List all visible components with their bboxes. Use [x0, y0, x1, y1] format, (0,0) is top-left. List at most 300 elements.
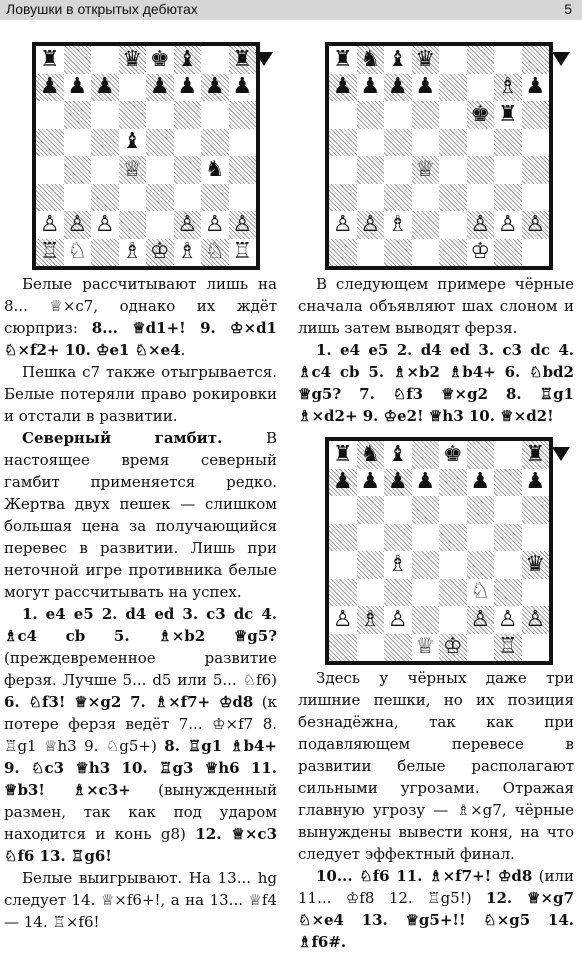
page-header [0, 0, 582, 20]
board-square [91, 211, 119, 239]
board-square [522, 496, 550, 524]
board-square [522, 239, 550, 267]
chess-piece-icon: ♟ [360, 74, 381, 100]
running-title: Ловушки в открытых дебютах [6, 1, 198, 17]
board-square [522, 551, 550, 579]
chess-piece-icon: ♕ [415, 634, 436, 660]
bold-text-run: 8. ♖g1 ♗b4+ 9. ♘c3 ♕h3 10. ♖g3 ♕h6 11. ♕b3! ♗×c3+ [4, 737, 277, 799]
board-square [522, 129, 550, 157]
board-square [412, 634, 440, 662]
text-run: (преждевременное развитие ферзя. Лучше 5... d5 или 5... ♘f6) [4, 649, 277, 689]
chess-piece-icon: ♞ [360, 441, 381, 467]
board-square [36, 101, 64, 129]
board-square [494, 184, 522, 212]
board-square [329, 524, 357, 552]
board-square [384, 74, 412, 102]
chess-piece-icon: ♙ [204, 211, 225, 237]
board-square [494, 156, 522, 184]
board-square [494, 239, 522, 267]
board-square [357, 184, 385, 212]
board-square [522, 74, 550, 102]
chess-piece-icon: ♗ [387, 211, 408, 237]
chess-piece-icon: ♝ [387, 46, 408, 72]
board-square [467, 74, 495, 102]
chess-piece-icon: ♜ [39, 46, 60, 72]
board-square [329, 46, 357, 74]
bold-text-run: 12. ♕×c3 ♘f6 13. ♖g6! [4, 825, 278, 865]
board-square [412, 579, 440, 607]
board-square [412, 156, 440, 184]
board-square [174, 74, 202, 102]
board-square [412, 74, 440, 102]
board-square [174, 101, 202, 129]
chess-piece-icon: ♙ [497, 606, 518, 632]
chess-piece-icon: ♝ [177, 46, 198, 72]
board-square [64, 239, 92, 267]
board-square [119, 101, 147, 129]
chess-piece-icon: ♘ [470, 579, 491, 605]
board-square [494, 551, 522, 579]
board-square [412, 606, 440, 634]
board-square [384, 469, 412, 497]
board-square [119, 184, 147, 212]
board-square [494, 211, 522, 239]
board-square [522, 634, 550, 662]
chess-piece-icon: ♟ [204, 74, 225, 100]
board-square [522, 579, 550, 607]
chess-piece-icon: ♞ [360, 46, 381, 72]
text-run: В следующем примере чёрные сначала объявляют шах слоном и лишь затем выводят ферзя. [298, 275, 574, 337]
board-square [384, 156, 412, 184]
board-square [439, 46, 467, 74]
chess-piece-icon: ♕ [122, 156, 143, 182]
board-square [522, 211, 550, 239]
board-square [439, 469, 467, 497]
board-square [357, 634, 385, 662]
board-square [146, 239, 174, 267]
board-square [36, 239, 64, 267]
board-square [412, 524, 440, 552]
text-run: . [180, 341, 186, 359]
chess-piece-icon: ♟ [387, 74, 408, 100]
chess-piece-icon: ♛ [415, 46, 436, 72]
board-square [329, 579, 357, 607]
board-square [522, 441, 550, 469]
board-square [467, 239, 495, 267]
board-square [412, 129, 440, 157]
board-square [146, 46, 174, 74]
black-to-move-icon [552, 447, 570, 461]
board-square [201, 211, 229, 239]
chess-piece-icon: ♙ [332, 606, 353, 632]
board-square [384, 101, 412, 129]
board-square [494, 579, 522, 607]
chess-piece-icon: ♟ [415, 469, 436, 495]
board-square [439, 184, 467, 212]
board-square [467, 184, 495, 212]
board-square [201, 101, 229, 129]
paragraph [4, 603, 277, 867]
board-square [329, 211, 357, 239]
text-run: Белые рассчитывают лишь на 8... ♕×c7, однако их ждёт сюрприз: [4, 275, 277, 337]
chess-piece-icon: ♙ [360, 211, 381, 237]
board-square [412, 441, 440, 469]
paragraph [4, 273, 277, 361]
chess-piece-icon: ♛ [122, 46, 143, 72]
board-square [494, 129, 522, 157]
board-square [229, 129, 257, 157]
board-square [384, 441, 412, 469]
board-square [357, 606, 385, 634]
board-square [439, 74, 467, 102]
board-square [229, 46, 257, 74]
board-square [494, 74, 522, 102]
chess-piece-icon: ♟ [360, 469, 381, 495]
board-square [439, 156, 467, 184]
chess-piece-icon: ♟ [332, 469, 353, 495]
chess-piece-icon: ♟ [232, 74, 253, 100]
board-square [329, 634, 357, 662]
board-square [229, 156, 257, 184]
chess-piece-icon: ♖ [39, 239, 60, 265]
text-run: В настоящее время северный гамбит применяется редко. Жертва двух пешек — слишком большая цена за получающийся перевес в развитии. Лишь при неточной игре противника белые могут рассчитывать на успех. [4, 429, 277, 601]
board-square [522, 101, 550, 129]
bold-text-run: Северный гамбит. [22, 429, 266, 447]
board-square [439, 579, 467, 607]
board-square [439, 441, 467, 469]
board-square [229, 184, 257, 212]
bold-text-run: 12. ♕×g7 ♘×e4 13. ♕g5+!! ♘×g5 14. ♗f6#. [298, 889, 574, 951]
bold-text-run: 1. e4 e5 2. d4 ed 3. c3 dc 4. ♗c4 cb 5. ♗×b2 ♗b4+ 6. ♘bd2 ♕g5? 7. ♘f3 ♕×g2 8. ♖g1 ♗×d2+ 9. ♔e2! ♕h3 10. ♕×d2! [298, 341, 574, 425]
chess-piece-icon: ♖ [497, 634, 518, 660]
chess-piece-icon: ♔ [470, 239, 491, 265]
board-square [201, 129, 229, 157]
board-square [384, 606, 412, 634]
board-square [384, 551, 412, 579]
board-square [64, 129, 92, 157]
chess-piece-icon: ♙ [94, 211, 115, 237]
board-square [229, 211, 257, 239]
board-square [174, 156, 202, 184]
board-square [91, 74, 119, 102]
board-square [119, 211, 147, 239]
board-square [329, 129, 357, 157]
board-square [467, 496, 495, 524]
chess-piece-icon: ♟ [94, 74, 115, 100]
board-square [329, 101, 357, 129]
board-square [439, 211, 467, 239]
paragraph [298, 273, 574, 339]
board-square [357, 441, 385, 469]
board-square [384, 211, 412, 239]
chess-piece-icon: ♜ [525, 441, 546, 467]
chess-piece-icon: ♗ [387, 551, 408, 577]
board-square [522, 524, 550, 552]
paragraph [298, 339, 574, 427]
board-square [201, 184, 229, 212]
board-square [494, 496, 522, 524]
chess-piece-icon: ♜ [232, 46, 253, 72]
board-square [467, 606, 495, 634]
chess-piece-icon: ♟ [470, 469, 491, 495]
chess-piece-icon: ♔ [442, 634, 463, 660]
board-square [439, 551, 467, 579]
board-square [384, 129, 412, 157]
paragraph [298, 667, 574, 865]
board-square [36, 184, 64, 212]
board-square [357, 551, 385, 579]
board-square [119, 239, 147, 267]
board-square [36, 74, 64, 102]
board-square [119, 74, 147, 102]
board-square [522, 469, 550, 497]
chess-piece-icon: ♜ [332, 46, 353, 72]
board-square [201, 46, 229, 74]
text-run: Здесь у чёрных даже три лишние пешки, но их позиция безнадёжна, так как при подавляющем перевесе в развитии белые располагают сильными угрозами. Отражая главную угрозу — ♗×g7, чёрные вынуждены вывести коня, на что следует эффектный финал. [298, 669, 574, 863]
page-number: 5 [564, 1, 572, 17]
board-square [329, 496, 357, 524]
board-square [357, 129, 385, 157]
board-square [439, 496, 467, 524]
board-square [494, 606, 522, 634]
board-square [201, 74, 229, 102]
board-square [412, 46, 440, 74]
board-square [36, 129, 64, 157]
board-square [146, 129, 174, 157]
board-square [467, 101, 495, 129]
board-square [329, 74, 357, 102]
board-square [357, 239, 385, 267]
chess-piece-icon: ♟ [67, 74, 88, 100]
board-square [119, 156, 147, 184]
chess-piece-icon: ♛ [525, 551, 546, 577]
board-square [64, 184, 92, 212]
chess-diagram-1 [32, 42, 260, 270]
board-square [91, 129, 119, 157]
board-square [36, 156, 64, 184]
text-run: Белые выигрывают. На 13... hg следует 14. ♕×f6+!, а на 13... ♕f4 — 14. ♖×f6! [4, 869, 277, 931]
board-square [64, 74, 92, 102]
board-square [357, 74, 385, 102]
board-square [64, 101, 92, 129]
chess-piece-icon: ♙ [525, 211, 546, 237]
chess-piece-icon: ♟ [149, 74, 170, 100]
chess-piece-icon: ♟ [525, 74, 546, 100]
board-square [439, 634, 467, 662]
board-square [357, 524, 385, 552]
left-text-column [4, 273, 277, 933]
chess-piece-icon: ♟ [332, 74, 353, 100]
chess-piece-icon: ♕ [415, 156, 436, 182]
chess-piece-icon: ♝ [122, 129, 143, 155]
chess-piece-icon: ♙ [332, 211, 353, 237]
board-square [119, 129, 147, 157]
board-square [522, 46, 550, 74]
chess-piece-icon: ♗ [360, 606, 381, 632]
chess-piece-icon: ♘ [204, 239, 225, 265]
board-square [357, 101, 385, 129]
board-square [174, 211, 202, 239]
bold-text-run: 10... ♘f6 11. ♗×f7+! ♔d8 [316, 867, 533, 885]
chess-piece-icon: ♜ [497, 101, 518, 127]
paragraph [298, 865, 574, 953]
board-square [91, 101, 119, 129]
board-square [522, 156, 550, 184]
chess-piece-icon: ♚ [470, 101, 491, 127]
board-square [329, 551, 357, 579]
board-square [357, 46, 385, 74]
right-text-column-bottom [298, 667, 574, 953]
chess-piece-icon: ♙ [470, 211, 491, 237]
chess-piece-icon: ♚ [442, 441, 463, 467]
board-square [467, 46, 495, 74]
board-square [494, 634, 522, 662]
chess-piece-icon: ♟ [39, 74, 60, 100]
chess-piece-icon: ♟ [525, 469, 546, 495]
black-to-move-icon [255, 52, 273, 66]
board-square [119, 46, 147, 74]
chess-piece-icon: ♙ [39, 211, 60, 237]
board-square [357, 469, 385, 497]
board-square [412, 496, 440, 524]
board-square [146, 74, 174, 102]
board-square [357, 579, 385, 607]
board-square [91, 239, 119, 267]
board-square [467, 579, 495, 607]
board-square [36, 46, 64, 74]
board-square [439, 524, 467, 552]
bold-text-run: 8... ♕d1+! 9. ♔×d1 ♘×f2+ 10. ♔e1 ♘×e4 [4, 319, 277, 359]
board-square [146, 184, 174, 212]
chess-piece-icon: ♙ [177, 211, 198, 237]
chess-piece-icon: ♙ [67, 211, 88, 237]
board-square [412, 184, 440, 212]
chess-piece-icon: ♙ [525, 606, 546, 632]
board-square [357, 496, 385, 524]
board-square [384, 239, 412, 267]
chess-piece-icon: ♙ [497, 211, 518, 237]
board-square [412, 239, 440, 267]
chess-piece-icon: ♗ [122, 239, 143, 265]
bold-text-run: 1. e4 e5 2. d4 ed 3. c3 dc 4. ♗c4 cb 5. ♗×b2 ♕g5? [4, 605, 277, 645]
board-square [439, 101, 467, 129]
board-square [494, 441, 522, 469]
chess-piece-icon: ♞ [204, 156, 225, 182]
paragraph [4, 427, 277, 603]
board-square [384, 524, 412, 552]
board-square [522, 606, 550, 634]
board-square [229, 74, 257, 102]
board-square [329, 156, 357, 184]
board-square [174, 129, 202, 157]
board-square [201, 239, 229, 267]
board-square [494, 524, 522, 552]
board-square [64, 46, 92, 74]
board-square [201, 156, 229, 184]
chess-piece-icon: ♝ [387, 441, 408, 467]
board-square [64, 156, 92, 184]
chess-piece-icon: ♙ [232, 211, 253, 237]
chess-piece-icon: ♖ [232, 239, 253, 265]
board-square [467, 634, 495, 662]
board-square [229, 239, 257, 267]
board-square [384, 496, 412, 524]
bold-text-run: 6. ♘f3! ♕×g2 7. ♗×f7+ ♔d8 [4, 693, 254, 711]
board-square [174, 239, 202, 267]
board-square [329, 606, 357, 634]
paragraph [4, 361, 277, 427]
board-square [357, 156, 385, 184]
chess-piece-icon: ♙ [387, 606, 408, 632]
board-square [439, 606, 467, 634]
board-square [146, 101, 174, 129]
board-square [174, 184, 202, 212]
black-to-move-icon [552, 52, 570, 66]
right-text-column-top [298, 273, 574, 427]
board-square [146, 156, 174, 184]
board-square [174, 46, 202, 74]
board-square [329, 239, 357, 267]
board-square [91, 184, 119, 212]
chess-piece-icon: ♗ [177, 239, 198, 265]
board-square [467, 551, 495, 579]
board-square [522, 184, 550, 212]
text-run: Пешка c7 также отыгрывается. Белые потеряли право рокировки и отстали в развитии. [4, 363, 277, 425]
board-square [412, 101, 440, 129]
board-square [384, 579, 412, 607]
board-square [357, 211, 385, 239]
chess-piece-icon: ♗ [497, 74, 518, 100]
board-square [494, 469, 522, 497]
board-square [146, 211, 174, 239]
board-square [439, 239, 467, 267]
board-square [467, 469, 495, 497]
board-square [384, 634, 412, 662]
board-square [229, 101, 257, 129]
board-square [91, 46, 119, 74]
board-square [329, 441, 357, 469]
board-square [329, 469, 357, 497]
board-square [467, 441, 495, 469]
chess-diagram-2 [325, 42, 553, 270]
board-square [384, 184, 412, 212]
chess-piece-icon: ♟ [177, 74, 198, 100]
board-square [412, 551, 440, 579]
board-square [467, 129, 495, 157]
chess-piece-icon: ♟ [387, 469, 408, 495]
chess-piece-icon: ♚ [149, 46, 170, 72]
board-square [412, 211, 440, 239]
board-square [412, 469, 440, 497]
board-square [439, 129, 467, 157]
board-square [64, 211, 92, 239]
board-square [384, 46, 412, 74]
board-square [494, 101, 522, 129]
board-square [91, 156, 119, 184]
chess-piece-icon: ♙ [470, 606, 491, 632]
chess-piece-icon: ♔ [149, 239, 170, 265]
board-square [467, 524, 495, 552]
chess-piece-icon: ♟ [415, 74, 436, 100]
text-run: (вынужденный размен, так как под ударом находится и конь g8) [4, 781, 277, 843]
chess-piece-icon: ♜ [332, 441, 353, 467]
board-square [467, 156, 495, 184]
board-square [467, 211, 495, 239]
text-run: (к потере ферзя ведёт 7... ♔×f7 8. ♖g1 ♕h3 9. ♘g5+) [4, 693, 277, 755]
board-square [329, 184, 357, 212]
board-square [36, 211, 64, 239]
board-square [494, 46, 522, 74]
